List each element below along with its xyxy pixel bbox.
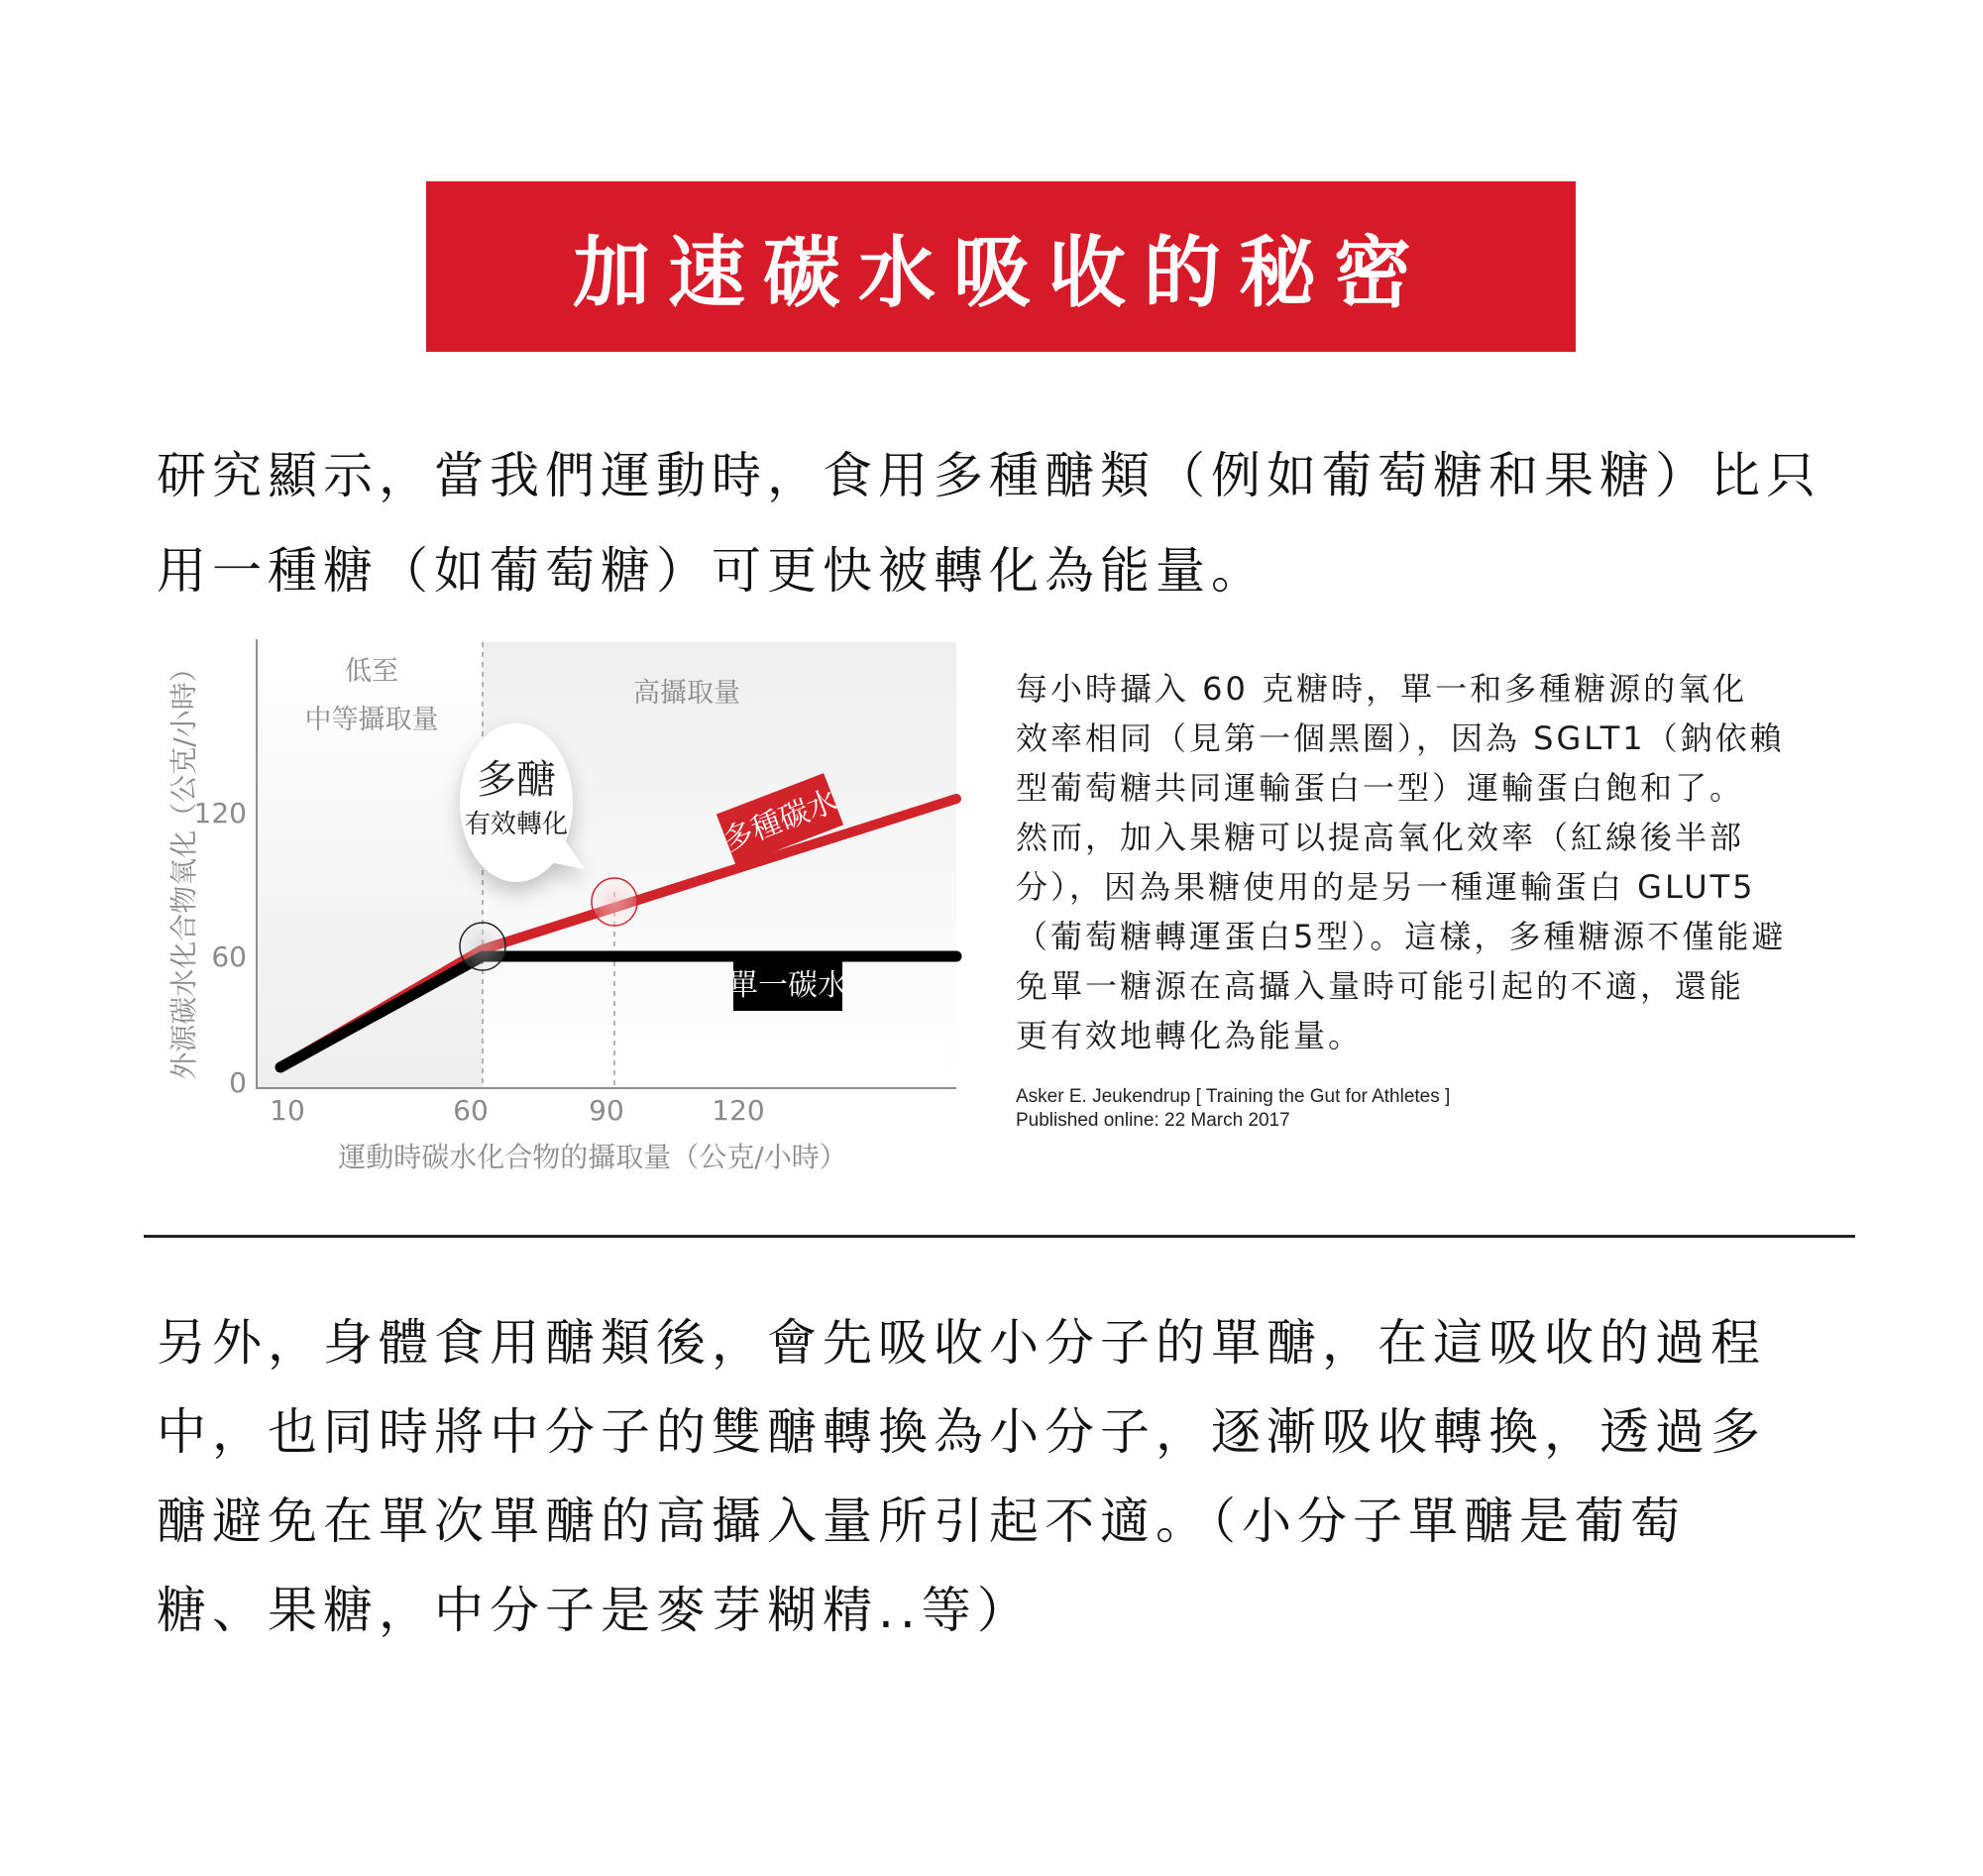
x-tick-60: 60 xyxy=(453,1094,489,1127)
y-tick-0: 0 xyxy=(229,1066,247,1099)
note-line: 更有效地轉化為能量。 xyxy=(1016,1017,1364,1054)
note-line: 效率相同（見第一個黑圈），因為 SGLT1（鈉依賴 xyxy=(1016,719,1785,757)
x-tick-10: 10 xyxy=(270,1094,305,1127)
region-high-bg xyxy=(483,642,956,1087)
red-circle-marker xyxy=(592,878,637,926)
region-low-label-2: 中等攝取量 xyxy=(304,705,439,735)
callout-subtitle: 有效轉化 xyxy=(464,810,569,839)
paragraph-line: 另外，身體食用醣類後，會先吸收小分子的單醣，在這吸收的過程 xyxy=(157,1314,1766,1372)
note-line: 型葡萄糖共同運輸蛋白一型）運輸蛋白飽和了。 xyxy=(1016,769,1745,807)
svg-text:單一碳水: 單一碳水 xyxy=(728,968,847,1003)
note-line: 免單一糖源在高攝入量時可能引起的不適，還能 xyxy=(1016,967,1745,1005)
y-tick-60: 60 xyxy=(211,940,247,973)
second-paragraph xyxy=(157,1298,1901,1655)
note-line: 每小時攝入 60 克糖時，單一和多種糖源的氧化 xyxy=(1016,670,1748,708)
page-title: 加速碳水吸收的秘密 xyxy=(572,229,1429,318)
section-divider xyxy=(144,1235,1855,1238)
callout-title: 多醣 xyxy=(477,757,556,803)
paragraph-line: 糖、果糖，中分子是麥芽糊精..等） xyxy=(157,1582,1033,1639)
paragraph-line: 中，也同時將中分子的雙醣轉換為小分子，逐漸吸收轉換，透過多 xyxy=(157,1403,1766,1461)
svg-text:多種碳水: 多種碳水 xyxy=(718,783,842,859)
x-tick-90: 90 xyxy=(589,1094,624,1127)
oxidation-chart xyxy=(0,0,1001,1189)
note-line: 然而，加入果糖可以提高氧化效率（紅線後半部 xyxy=(1016,819,1745,856)
y-tick-120: 120 xyxy=(193,797,247,829)
single-carb-tag xyxy=(728,956,847,1011)
citation xyxy=(1016,1085,1450,1133)
region-high-label: 高攝取量 xyxy=(633,678,740,709)
x-axis-label: 運動時碳水化合物的攝取量（公克/小時） xyxy=(338,1141,847,1173)
region-low-label-1: 低至 xyxy=(345,656,398,687)
intro-paragraph: 研究顯示，當我們運動時，食用多種醣類（例如葡萄糖和果糖）比只用一種糖（如葡萄糖）可更快被轉化為能量。 xyxy=(157,447,1821,600)
note-line: 分），因為果糖使用的是另一種運輸蛋白 GLUT5 xyxy=(1016,868,1756,906)
note-line: （葡萄糖轉運蛋白5型）。這樣，多種糖源不僅能避 xyxy=(1016,918,1787,955)
explanation-note xyxy=(1016,664,1848,1060)
y-axis-label: 外源碳水化合物氧化（公克/小時） xyxy=(167,654,200,1080)
citation-date: Published online: 22 March 2017 xyxy=(1016,1110,1290,1131)
x-tick-120: 120 xyxy=(712,1094,765,1127)
black-circle-marker xyxy=(460,923,505,970)
paragraph-line: 醣避免在單次單醣的高攝入量所引起不適。（小分子單醣是葡萄 xyxy=(157,1492,1686,1550)
citation-source: Asker E. Jeukendrup [ Training the Gut for Athletes ] xyxy=(1016,1086,1451,1107)
